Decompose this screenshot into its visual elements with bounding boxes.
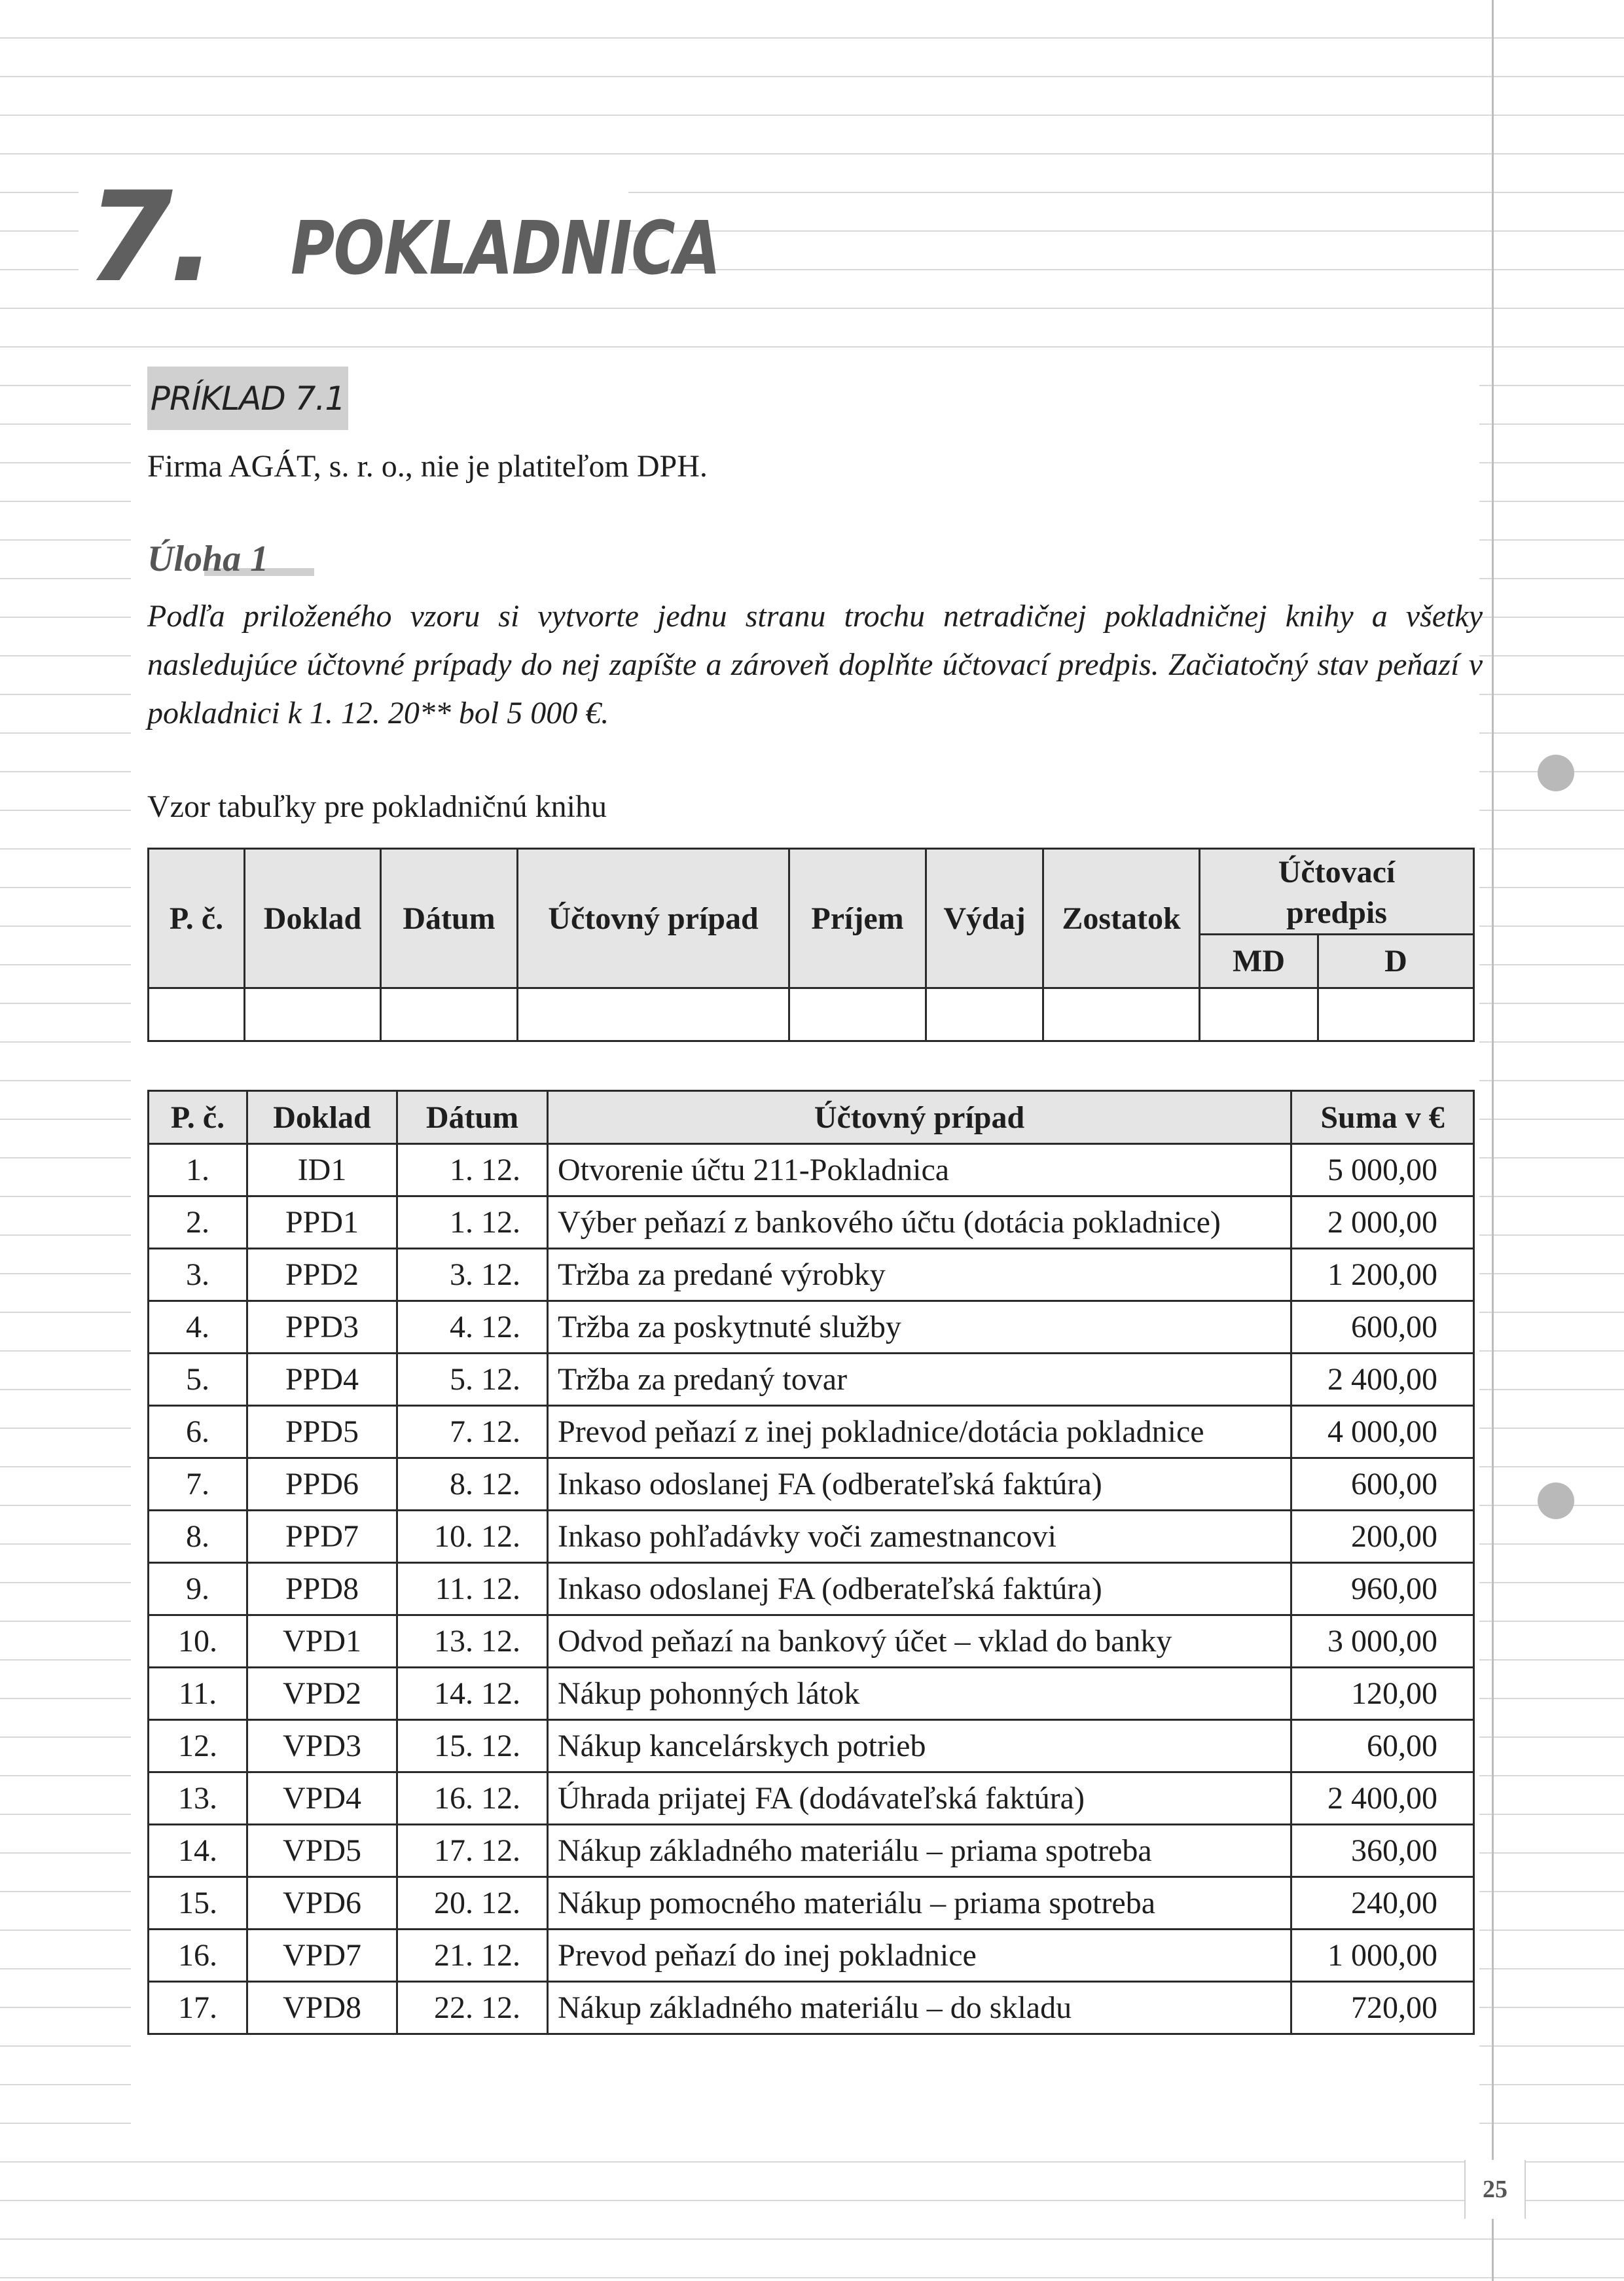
cell-pripad: Inkaso pohľadávky voči zamestnancovi xyxy=(548,1511,1291,1563)
cell-suma: 600,00 xyxy=(1291,1458,1474,1511)
template-header-prijem: Príjem xyxy=(789,849,926,988)
cell-doklad: VPD5 xyxy=(247,1825,397,1877)
cell-datum: 11. 12. xyxy=(397,1563,548,1615)
cell-pripad: Úhrada prijatej FA (dodávateľská faktúra) xyxy=(548,1772,1291,1825)
cell-datum: 20. 12. xyxy=(397,1877,548,1930)
table-row xyxy=(149,1825,1474,1877)
cell-pc: 3. xyxy=(149,1249,247,1301)
cell-doklad: VPD7 xyxy=(247,1930,397,1982)
cell-suma: 720,00 xyxy=(1291,1982,1474,2034)
template-table xyxy=(147,848,1475,1042)
cell-doklad: VPD8 xyxy=(247,1982,397,2034)
cell-pc: 8. xyxy=(149,1511,247,1563)
template-empty-cell xyxy=(1200,988,1318,1041)
table-row xyxy=(149,1196,1474,1249)
cell-doklad: PPD7 xyxy=(247,1511,397,1563)
task-text: Podľa priloženého vzoru si vytvorte jednu stranu trochu netradičnej pokladničnej knihy a všetky nasledujúce účtovné prípady do nej zapíšte a zároveň doplňte účtovací predpis. Začiatočný stav peňazí v pokladnici k 1. 12. 20** bol 5 000 €. xyxy=(147,599,1483,730)
cell-pc: 6. xyxy=(149,1406,247,1458)
cases-header-datum: Dátum xyxy=(397,1091,548,1144)
cell-pripad: Inkaso odoslanej FA (odberateľská faktúra) xyxy=(548,1563,1291,1615)
template-empty-cell xyxy=(1043,988,1200,1041)
cell-suma: 2 400,00 xyxy=(1291,1772,1474,1825)
cell-pc: 7. xyxy=(149,1458,247,1511)
cell-suma: 1 000,00 xyxy=(1291,1930,1474,1982)
cell-pripad: Prevod peňazí do inej pokladnice xyxy=(548,1930,1291,1982)
cell-pc: 17. xyxy=(149,1982,247,2034)
cell-pripad: Nákup pohonných látok xyxy=(548,1668,1291,1720)
template-empty-cell xyxy=(381,988,518,1041)
table-row xyxy=(149,1720,1474,1772)
template-empty-cell xyxy=(1318,988,1474,1041)
table-row xyxy=(149,1772,1474,1825)
cell-doklad: PPD8 xyxy=(247,1563,397,1615)
cell-suma: 2 000,00 xyxy=(1291,1196,1474,1249)
cell-datum: 13. 12. xyxy=(397,1615,548,1668)
cell-datum: 8. 12. xyxy=(397,1458,548,1511)
cell-pc: 2. xyxy=(149,1196,247,1249)
cell-doklad: VPD6 xyxy=(247,1877,397,1930)
template-header-md: MD xyxy=(1200,935,1318,988)
template-header-vydaj: Výdaj xyxy=(926,849,1043,988)
cell-datum: 1. 12. xyxy=(397,1144,548,1196)
cell-pc: 5. xyxy=(149,1354,247,1406)
chapter-number: 7. xyxy=(86,165,213,310)
cell-suma: 360,00 xyxy=(1291,1825,1474,1877)
cell-datum: 15. 12. xyxy=(397,1720,548,1772)
cell-doklad: PPD5 xyxy=(247,1406,397,1458)
cell-datum: 16. 12. xyxy=(397,1772,548,1825)
example-label: PRÍKLAD 7.1 xyxy=(147,367,348,430)
table-row xyxy=(149,1301,1474,1354)
cases-table xyxy=(147,1090,1475,2035)
table-row xyxy=(149,1563,1474,1615)
template-header-predpis: Účtovací predpis xyxy=(1200,849,1474,935)
template-empty-cell xyxy=(926,988,1043,1041)
cell-pripad: Tržba za poskytnuté služby xyxy=(548,1301,1291,1354)
template-header-zostatok: Zostatok xyxy=(1043,849,1200,988)
cell-pc: 16. xyxy=(149,1930,247,1982)
cell-datum: 10. 12. xyxy=(397,1511,548,1563)
template-empty-cell xyxy=(518,988,789,1041)
table-row xyxy=(149,1615,1474,1668)
table-row xyxy=(149,1877,1474,1930)
cell-suma: 2 400,00 xyxy=(1291,1354,1474,1406)
cell-pripad: Výber peňazí z bankového účtu (dotácia pokladnice) xyxy=(548,1196,1291,1249)
cell-suma: 1 200,00 xyxy=(1291,1249,1474,1301)
cell-doklad: PPD3 xyxy=(247,1301,397,1354)
cell-pc: 9. xyxy=(149,1563,247,1615)
margin-line xyxy=(1492,0,1494,2281)
cell-pripad: Prevod peňazí z inej pokladnice/dotácia pokladnice xyxy=(548,1406,1291,1458)
cell-suma: 5 000,00 xyxy=(1291,1144,1474,1196)
punch-hole-bottom xyxy=(1538,1482,1574,1519)
table-row xyxy=(149,1144,1474,1196)
table-row xyxy=(149,1406,1474,1458)
cases-header-suma: Suma v € xyxy=(1291,1091,1474,1144)
example-intro: Firma AGÁT, s. r. o., nie je platiteľom DPH. xyxy=(147,449,708,484)
cases-header-pc: P. č. xyxy=(149,1091,247,1144)
cell-datum: 14. 12. xyxy=(397,1668,548,1720)
template-empty-cell xyxy=(245,988,381,1041)
table-row xyxy=(149,1982,1474,2034)
cell-datum: 5. 12. xyxy=(397,1354,548,1406)
cell-pripad: Inkaso odoslanej FA (odberateľská faktúra) xyxy=(548,1458,1291,1511)
cell-pc: 13. xyxy=(149,1772,247,1825)
cell-pripad: Otvorenie účtu 211-Pokladnica xyxy=(548,1144,1291,1196)
cell-pripad: Nákup základného materiálu – do skladu xyxy=(548,1982,1291,2034)
chapter-heading xyxy=(79,162,720,310)
template-table-caption: Vzor tabuľky pre pokladničnú knihu xyxy=(147,789,607,824)
cell-pripad: Tržba za predaný tovar xyxy=(548,1354,1291,1406)
template-header-datum: Dátum xyxy=(381,849,518,988)
task-heading: Úloha 1 xyxy=(147,539,269,579)
cell-datum: 3. 12. xyxy=(397,1249,548,1301)
cell-doklad: PPD4 xyxy=(247,1354,397,1406)
cell-pc: 12. xyxy=(149,1720,247,1772)
cell-datum: 17. 12. xyxy=(397,1825,548,1877)
template-header-pripad: Účtovný prípad xyxy=(518,849,789,988)
cell-suma: 600,00 xyxy=(1291,1301,1474,1354)
cell-pripad: Nákup kancelárskych potrieb xyxy=(548,1720,1291,1772)
template-empty-cell xyxy=(789,988,926,1041)
template-header-doklad: Doklad xyxy=(245,849,381,988)
cases-table-body xyxy=(149,1144,1474,2034)
cell-suma: 120,00 xyxy=(1291,1668,1474,1720)
cell-pc: 4. xyxy=(149,1301,247,1354)
cell-pripad: Tržba za predané výrobky xyxy=(548,1249,1291,1301)
table-row xyxy=(149,1511,1474,1563)
cell-doklad: PPD2 xyxy=(247,1249,397,1301)
page-content xyxy=(131,363,1483,2130)
table-row xyxy=(149,1458,1474,1511)
cell-pripad: Odvod peňazí na bankový účet – vklad do banky xyxy=(548,1615,1291,1668)
table-row xyxy=(149,1668,1474,1720)
cell-suma: 200,00 xyxy=(1291,1511,1474,1563)
cases-header-pripad: Účtovný prípad xyxy=(548,1091,1291,1144)
cell-doklad: PPD6 xyxy=(247,1458,397,1511)
page-number: 25 xyxy=(1464,2160,1526,2219)
template-header-pc: P. č. xyxy=(149,849,245,988)
cell-suma: 4 000,00 xyxy=(1291,1406,1474,1458)
cell-pripad: Nákup pomocného materiálu – priama spotreba xyxy=(548,1877,1291,1930)
cell-pc: 14. xyxy=(149,1825,247,1877)
cell-pripad: Nákup základného materiálu – priama spotreba xyxy=(548,1825,1291,1877)
cell-pc: 15. xyxy=(149,1877,247,1930)
cell-doklad: VPD4 xyxy=(247,1772,397,1825)
template-header-d: D xyxy=(1318,935,1474,988)
cell-datum: 7. 12. xyxy=(397,1406,548,1458)
cell-suma: 240,00 xyxy=(1291,1877,1474,1930)
cell-datum: 4. 12. xyxy=(397,1301,548,1354)
cell-doklad: VPD1 xyxy=(247,1615,397,1668)
cell-suma: 3 000,00 xyxy=(1291,1615,1474,1668)
table-row xyxy=(149,1354,1474,1406)
cell-suma: 960,00 xyxy=(1291,1563,1474,1615)
table-row xyxy=(149,1930,1474,1982)
template-empty-cell xyxy=(149,988,245,1041)
cell-pc: 10. xyxy=(149,1615,247,1668)
cell-pc: 11. xyxy=(149,1668,247,1720)
table-row xyxy=(149,1249,1474,1301)
cell-doklad: PPD1 xyxy=(247,1196,397,1249)
punch-hole-top xyxy=(1538,755,1574,791)
cell-doklad: VPD2 xyxy=(247,1668,397,1720)
cell-pc: 1. xyxy=(149,1144,247,1196)
cell-datum: 22. 12. xyxy=(397,1982,548,2034)
cases-header-doklad: Doklad xyxy=(247,1091,397,1144)
cell-datum: 1. 12. xyxy=(397,1196,548,1249)
cell-suma: 60,00 xyxy=(1291,1720,1474,1772)
cell-doklad: ID1 xyxy=(247,1144,397,1196)
cell-doklad: VPD3 xyxy=(247,1720,397,1772)
cell-datum: 21. 12. xyxy=(397,1930,548,1982)
chapter-title: POKLADNICA xyxy=(291,206,720,291)
